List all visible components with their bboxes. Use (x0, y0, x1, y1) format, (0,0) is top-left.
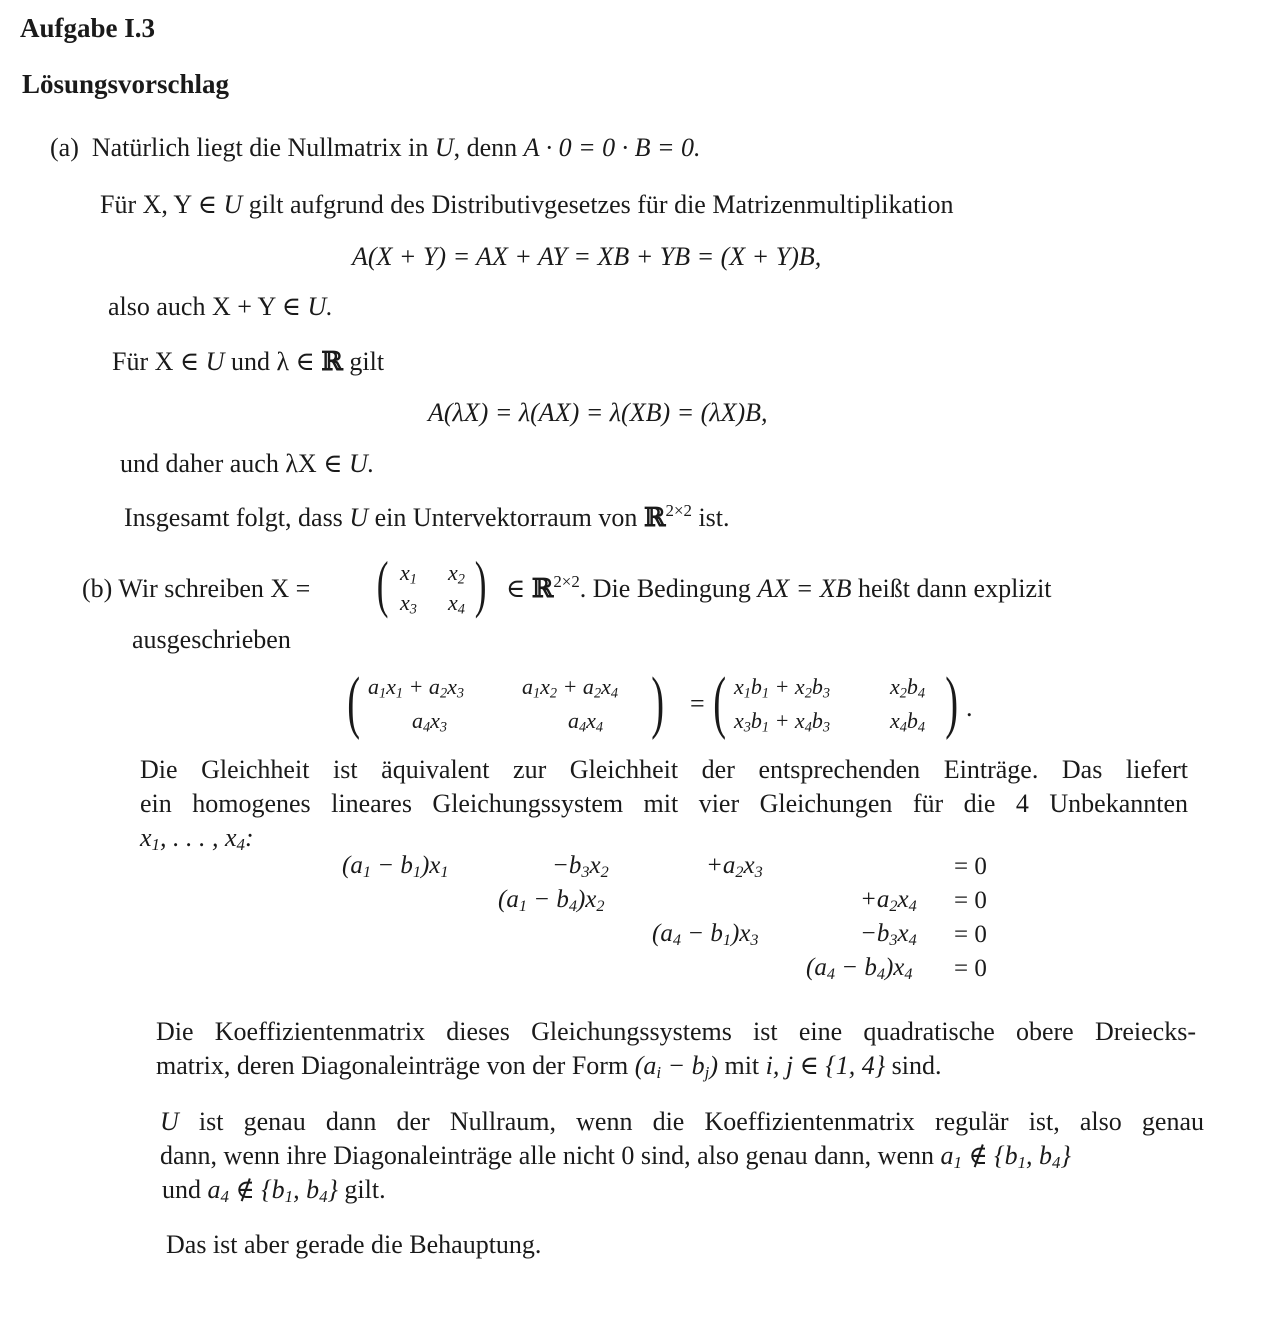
final-reals: ℝ (643, 503, 666, 533)
part-b-write (82, 573, 310, 604)
null-line1-u: U (160, 1107, 179, 1136)
matrix-period: . (966, 693, 973, 722)
lhs-cell: $a_4x_4$ (568, 708, 604, 736)
sum-intro-u: U (223, 190, 243, 219)
null-line2 (160, 1140, 1071, 1171)
system-r1-rhs: = 0 (954, 853, 987, 880)
scalar-intro-reals: ℝ (321, 347, 343, 377)
part-a-intro (50, 132, 701, 163)
rhs-cell: $x_2b_4$ (890, 674, 926, 702)
solution-heading: Lösungsvorschlag (22, 69, 230, 99)
final-mid: ein Untervektorraum von (374, 503, 638, 532)
lhs-cell: $a_4x_3$ (412, 708, 448, 736)
exercise-heading: Aufgabe I.3 (20, 13, 156, 43)
write-in: ∈ (506, 574, 526, 603)
write-reals: ℝ (531, 574, 554, 604)
lhs-matrix (347, 664, 680, 744)
rhs-cell: $x_3b_1 + x_4b_3$ (734, 708, 831, 736)
scalar-intro-u: U (205, 347, 225, 376)
lhs-cell: $a_1x_2 + a_2x_4$ (522, 674, 619, 702)
final-u: U (349, 503, 369, 532)
sum-conclusion (108, 291, 333, 322)
lhs-right-paren: ) (651, 664, 665, 741)
write-condition: AX = XB (757, 574, 852, 603)
system-r3c3: $(a_4 - b_1)x_3$ (652, 920, 759, 950)
null-line1 (160, 1106, 1204, 1137)
scalar-conclusion-vars: λX ∈ (285, 449, 343, 478)
rhs-matrix (713, 664, 968, 744)
system-r2c2: $(a_1 - b_4)x_2$ (498, 886, 605, 916)
scalar-intro-x: X ∈ (154, 347, 200, 376)
coef-line2-pre: matrix, deren Diagonaleinträge von der Form (156, 1051, 629, 1080)
system-r1c3: $+a_2x_3$ (706, 852, 763, 882)
write-line2: ausgeschrieben (132, 625, 291, 654)
sum-conclusion-u: U. (307, 292, 333, 321)
null-line2-cond: $a_1$ ∉ {$b_1$, $b_4$} (940, 1141, 1071, 1173)
system-r4-rhs: = 0 (954, 955, 987, 982)
sum-intro-vars: X, Y ∈ (142, 190, 217, 219)
null-line3 (162, 1174, 386, 1205)
matrix-x-right-paren: ) (474, 548, 487, 619)
part-a-intro-eq: A · 0 = 0 · B = 0. (523, 133, 701, 162)
part-a-sum-intro (100, 189, 954, 220)
equality-line1: Die Gleichheit ist äquivalent zur Gleichheit der entsprechenden Einträge. Das liefert (140, 755, 1188, 784)
write-post: . Die Bedingung (579, 574, 751, 603)
coef-line2-form: $(a_i - b_j)$ (634, 1051, 718, 1083)
final-pre: Insgesamt folgt, dass (124, 503, 343, 532)
scalar-conclusion-u: U. (348, 449, 375, 478)
matrix-x-left-paren: ( (376, 548, 389, 619)
null-line3-und: und (162, 1175, 201, 1204)
closing-statement: Das ist aber gerade die Behauptung. (166, 1230, 542, 1259)
system-r4c4: $(a_4 - b_4)x_4$ (806, 954, 913, 984)
null-line3-post: gilt. (344, 1175, 386, 1204)
scalar-intro-post: gilt (349, 347, 385, 376)
part-b-write-pre: Wir schreiben X = (118, 574, 311, 603)
write-end: heißt dann explizit (858, 574, 1052, 603)
rhs-cell: $x_4b_4$ (890, 708, 926, 736)
scalar-conclusion (120, 448, 374, 479)
coef-line2-post: sind. (891, 1051, 942, 1080)
system-r2c4: $+a_2x_4$ (860, 886, 917, 916)
system-r1c2: $-b_3x_2$ (552, 852, 609, 882)
equality-line3: $x_1$, . . . , $x_4$: (140, 823, 254, 855)
system-r3c4: $-b_3x_4$ (860, 920, 917, 950)
matrix-x-cell: $x_4$ (448, 590, 465, 618)
matrix-x-cell: $x_2$ (448, 560, 465, 588)
scalar-intro-lambda: λ ∈ (276, 347, 315, 376)
null-line1-text: ist genau dann der Nullraum, wenn die Koeffizientenmatrix regulär ist, also genau (198, 1107, 1204, 1136)
sum-conclusion-vars: X + Y ∈ (211, 292, 302, 321)
part-a-label: (a) (50, 133, 79, 162)
matrix-x-cell: $x_1$ (400, 560, 417, 588)
part-a-intro-rest: , denn (453, 133, 518, 162)
sum-conclusion-pre: also auch (108, 292, 206, 321)
coef-line2-mit: mit (724, 1051, 760, 1080)
part-a-final (124, 502, 730, 534)
final-exponent: 2×2 (665, 500, 692, 520)
equality-line2: ein homogenes lineares Gleichungssystem mit vier Gleichungen für die 4 Unbekannten (140, 789, 1188, 818)
final-post: ist. (698, 503, 730, 532)
part-b-label: (b) (82, 574, 113, 603)
sum-intro-post: gilt aufgrund des Distributivgesetzes für die Matrizenmultiplikation (248, 190, 954, 219)
scalar-intro-und: und (230, 347, 270, 376)
write-exponent: 2×2 (553, 571, 580, 591)
lhs-cell: $a_1x_1 + a_2x_3$ (368, 674, 465, 702)
scalar-equation: A(λX) = λ(AX) = λ(XB) = (λX)B, (428, 398, 768, 427)
coef-line1: Die Koeffizientenmatrix dieses Gleichungssystems ist eine quadratische obere Dreiecks- (156, 1017, 1196, 1046)
system-r3-rhs: = 0 (954, 921, 987, 948)
sum-equation: A(X + Y) = AX + AY = XB + YB = (X + Y)B, (352, 242, 822, 271)
rhs-cell: $x_1b_1 + x_2b_3$ (734, 674, 831, 702)
rhs-left-paren: ( (713, 664, 727, 741)
null-line2-pre: dann, wenn ihre Diagonaleinträge alle nicht 0 sind, also genau dann, wenn (160, 1141, 934, 1170)
coef-line2 (156, 1050, 942, 1081)
matrix-x (376, 548, 490, 626)
matrix-equals: = (690, 689, 705, 718)
part-a-intro-text: Natürlich liegt die Nullmatrix in (91, 133, 429, 162)
part-a-intro-u: U (434, 133, 454, 162)
system-r1c1: $(a_1 - b_1)x_1$ (342, 852, 449, 882)
scalar-intro (112, 346, 384, 378)
matrix-x-cell: $x_3$ (400, 590, 417, 618)
coef-line2-set: i, j ∈ {1, 4} (765, 1051, 886, 1080)
null-line3-cond: $a_4$ ∉ {$b_1$, $b_4$} (207, 1175, 338, 1207)
part-b-write-rest (506, 573, 1052, 605)
system-r2-rhs: = 0 (954, 887, 987, 914)
scalar-intro-pre: Für (112, 347, 149, 376)
lhs-left-paren: ( (347, 664, 361, 741)
scalar-conclusion-pre: und daher auch (120, 449, 279, 478)
sum-intro-pre: Für (100, 190, 137, 219)
rhs-right-paren: ) (945, 664, 959, 741)
